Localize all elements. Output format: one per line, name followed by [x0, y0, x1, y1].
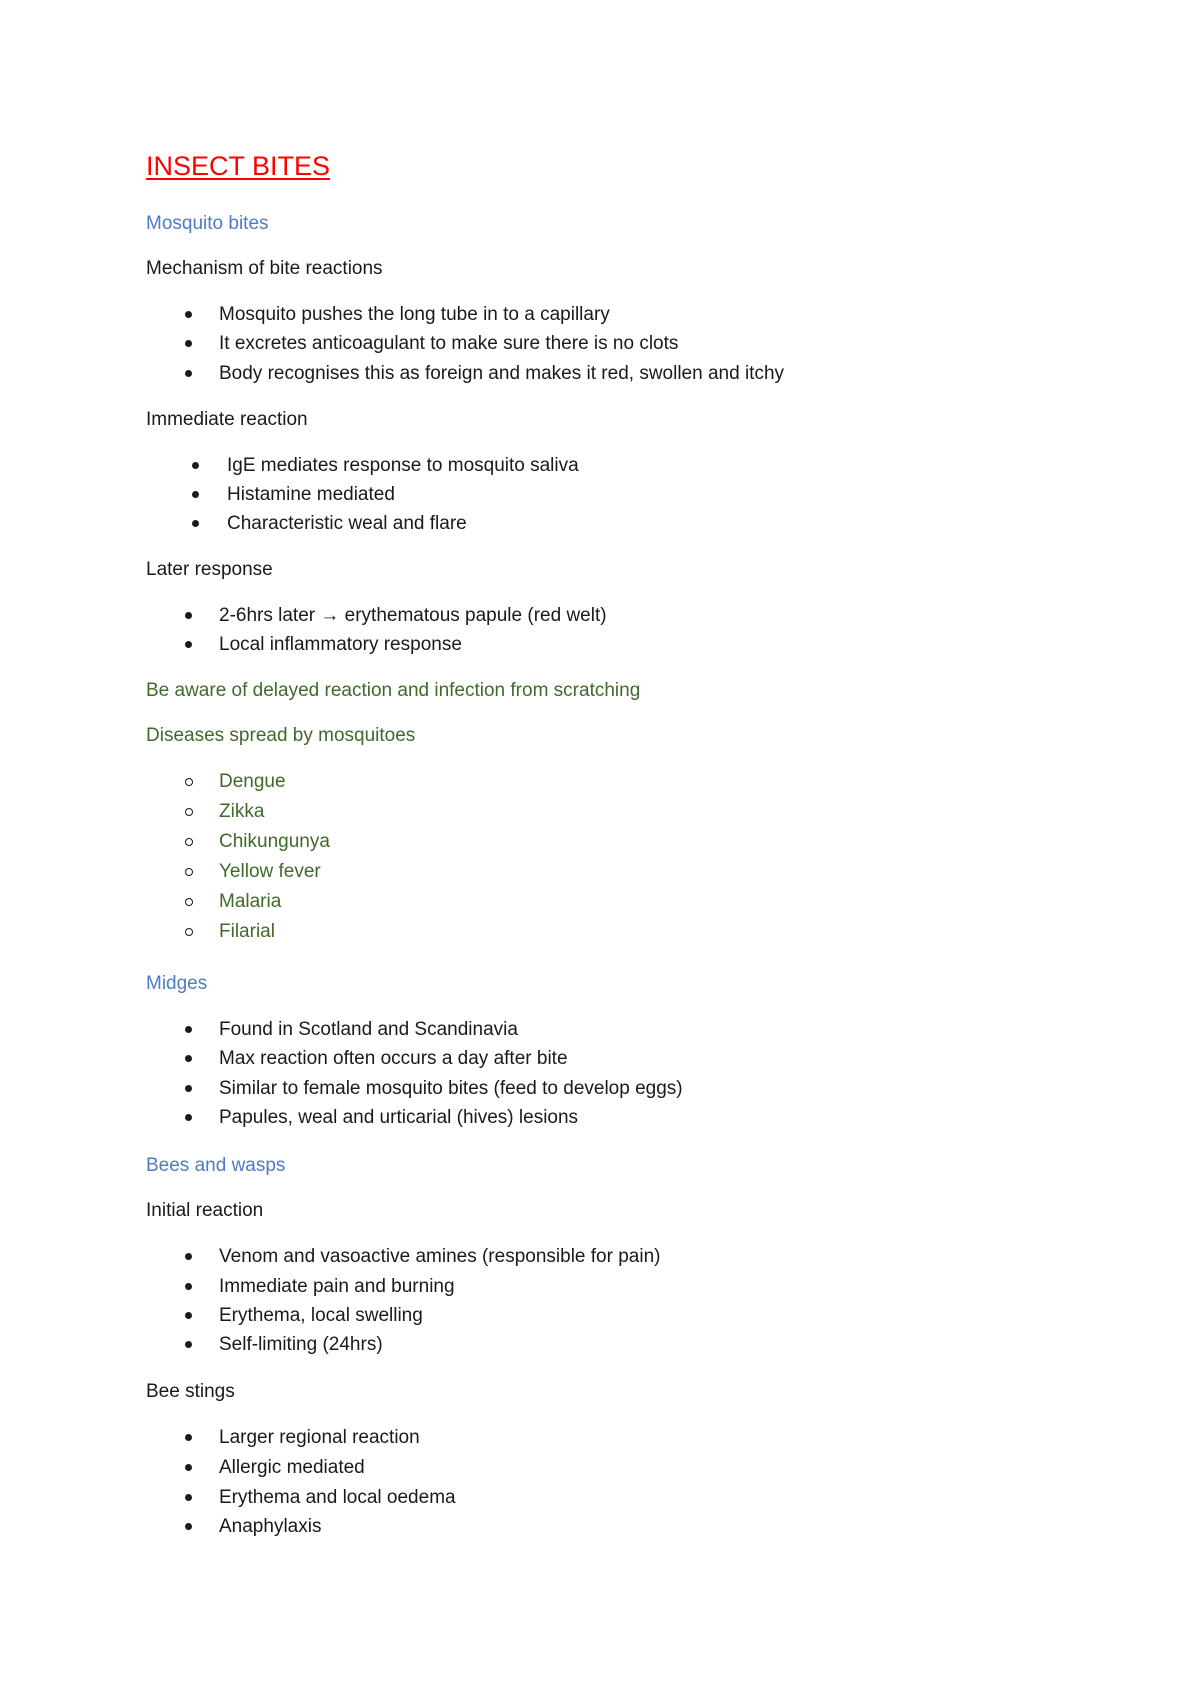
disease-item: Dengue	[219, 771, 286, 792]
list-item: Characteristic weal and flare	[227, 513, 467, 534]
circle-bullet-icon	[185, 808, 193, 816]
list-item: Max reaction often occurs a day after bite	[219, 1048, 568, 1069]
list-item: Allergic mediated	[219, 1457, 365, 1478]
list-item: Larger regional reaction	[219, 1427, 420, 1448]
bullet-icon	[185, 1253, 192, 1260]
bullet-icon	[185, 1312, 192, 1319]
later-label: Later response	[146, 559, 273, 580]
section-heading-mosquito: Mosquito bites	[146, 213, 269, 234]
initial-label: Initial reaction	[146, 1200, 264, 1221]
bullet-icon	[185, 641, 192, 648]
bullet-icon	[185, 311, 192, 318]
bullet-icon	[185, 1283, 192, 1290]
bullet-icon	[185, 1523, 192, 1530]
bullet-icon	[185, 370, 192, 377]
disease-item: Chikungunya	[219, 831, 330, 852]
diseases-label: Diseases spread by mosquitoes	[146, 725, 416, 746]
aware-note: Be aware of delayed reaction and infection from scratching	[146, 680, 641, 701]
page-title: INSECT BITES	[146, 151, 331, 181]
list-item: Erythema and local oedema	[219, 1487, 456, 1508]
bullet-icon	[192, 462, 199, 469]
list-item: Local inflammatory response	[219, 634, 462, 655]
mechanism-label: Mechanism of bite reactions	[146, 258, 383, 279]
list-item: Body recognises this as foreign and makes it red, swollen and itchy	[219, 363, 785, 384]
list-item: Self-limiting (24hrs)	[219, 1334, 383, 1355]
circle-bullet-icon	[185, 838, 193, 846]
circle-bullet-icon	[185, 778, 193, 786]
circle-bullet-icon	[185, 928, 193, 936]
list-item: Anaphylaxis	[219, 1516, 322, 1537]
list-item: Mosquito pushes the long tube in to a capillary	[219, 304, 610, 325]
immediate-label: Immediate reaction	[146, 409, 308, 430]
bullet-icon	[185, 1055, 192, 1062]
list-item: Histamine mediated	[227, 484, 395, 505]
bullet-icon	[185, 1026, 192, 1033]
section-heading-bees: Bees and wasps	[146, 1155, 286, 1176]
list-item: Erythema, local swelling	[219, 1305, 423, 1326]
bullet-icon	[185, 1114, 192, 1121]
bullet-icon	[185, 612, 192, 619]
circle-bullet-icon	[185, 898, 193, 906]
list-item: Papules, weal and urticarial (hives) lesions	[219, 1107, 579, 1128]
list-item: Found in Scotland and Scandinavia	[219, 1019, 518, 1040]
list-item: IgE mediates response to mosquito saliva	[227, 455, 579, 476]
disease-item: Zikka	[219, 801, 265, 822]
bullet-icon	[185, 1464, 192, 1471]
list-item: 2-6hrs later → erythematous papule (red welt)	[219, 605, 607, 626]
bullet-icon	[192, 491, 199, 498]
list-item: Similar to female mosquito bites (feed to develop eggs)	[219, 1078, 683, 1099]
circle-bullet-icon	[185, 868, 193, 876]
bullet-icon	[185, 340, 192, 347]
disease-item: Yellow fever	[219, 861, 321, 882]
section-heading-midges: Midges	[146, 973, 208, 994]
bullet-icon	[185, 1341, 192, 1348]
bullet-icon	[185, 1434, 192, 1441]
disease-item: Malaria	[219, 891, 282, 912]
disease-item: Filarial	[219, 921, 275, 942]
list-item: Immediate pain and burning	[219, 1276, 455, 1297]
bullet-icon	[185, 1085, 192, 1092]
bullet-icon	[192, 520, 199, 527]
bullet-icon	[185, 1494, 192, 1501]
list-item: It excretes anticoagulant to make sure there is no clots	[219, 333, 679, 354]
list-item: Venom and vasoactive amines (responsible for pain)	[219, 1246, 661, 1267]
bee-stings-label: Bee stings	[146, 1381, 235, 1402]
